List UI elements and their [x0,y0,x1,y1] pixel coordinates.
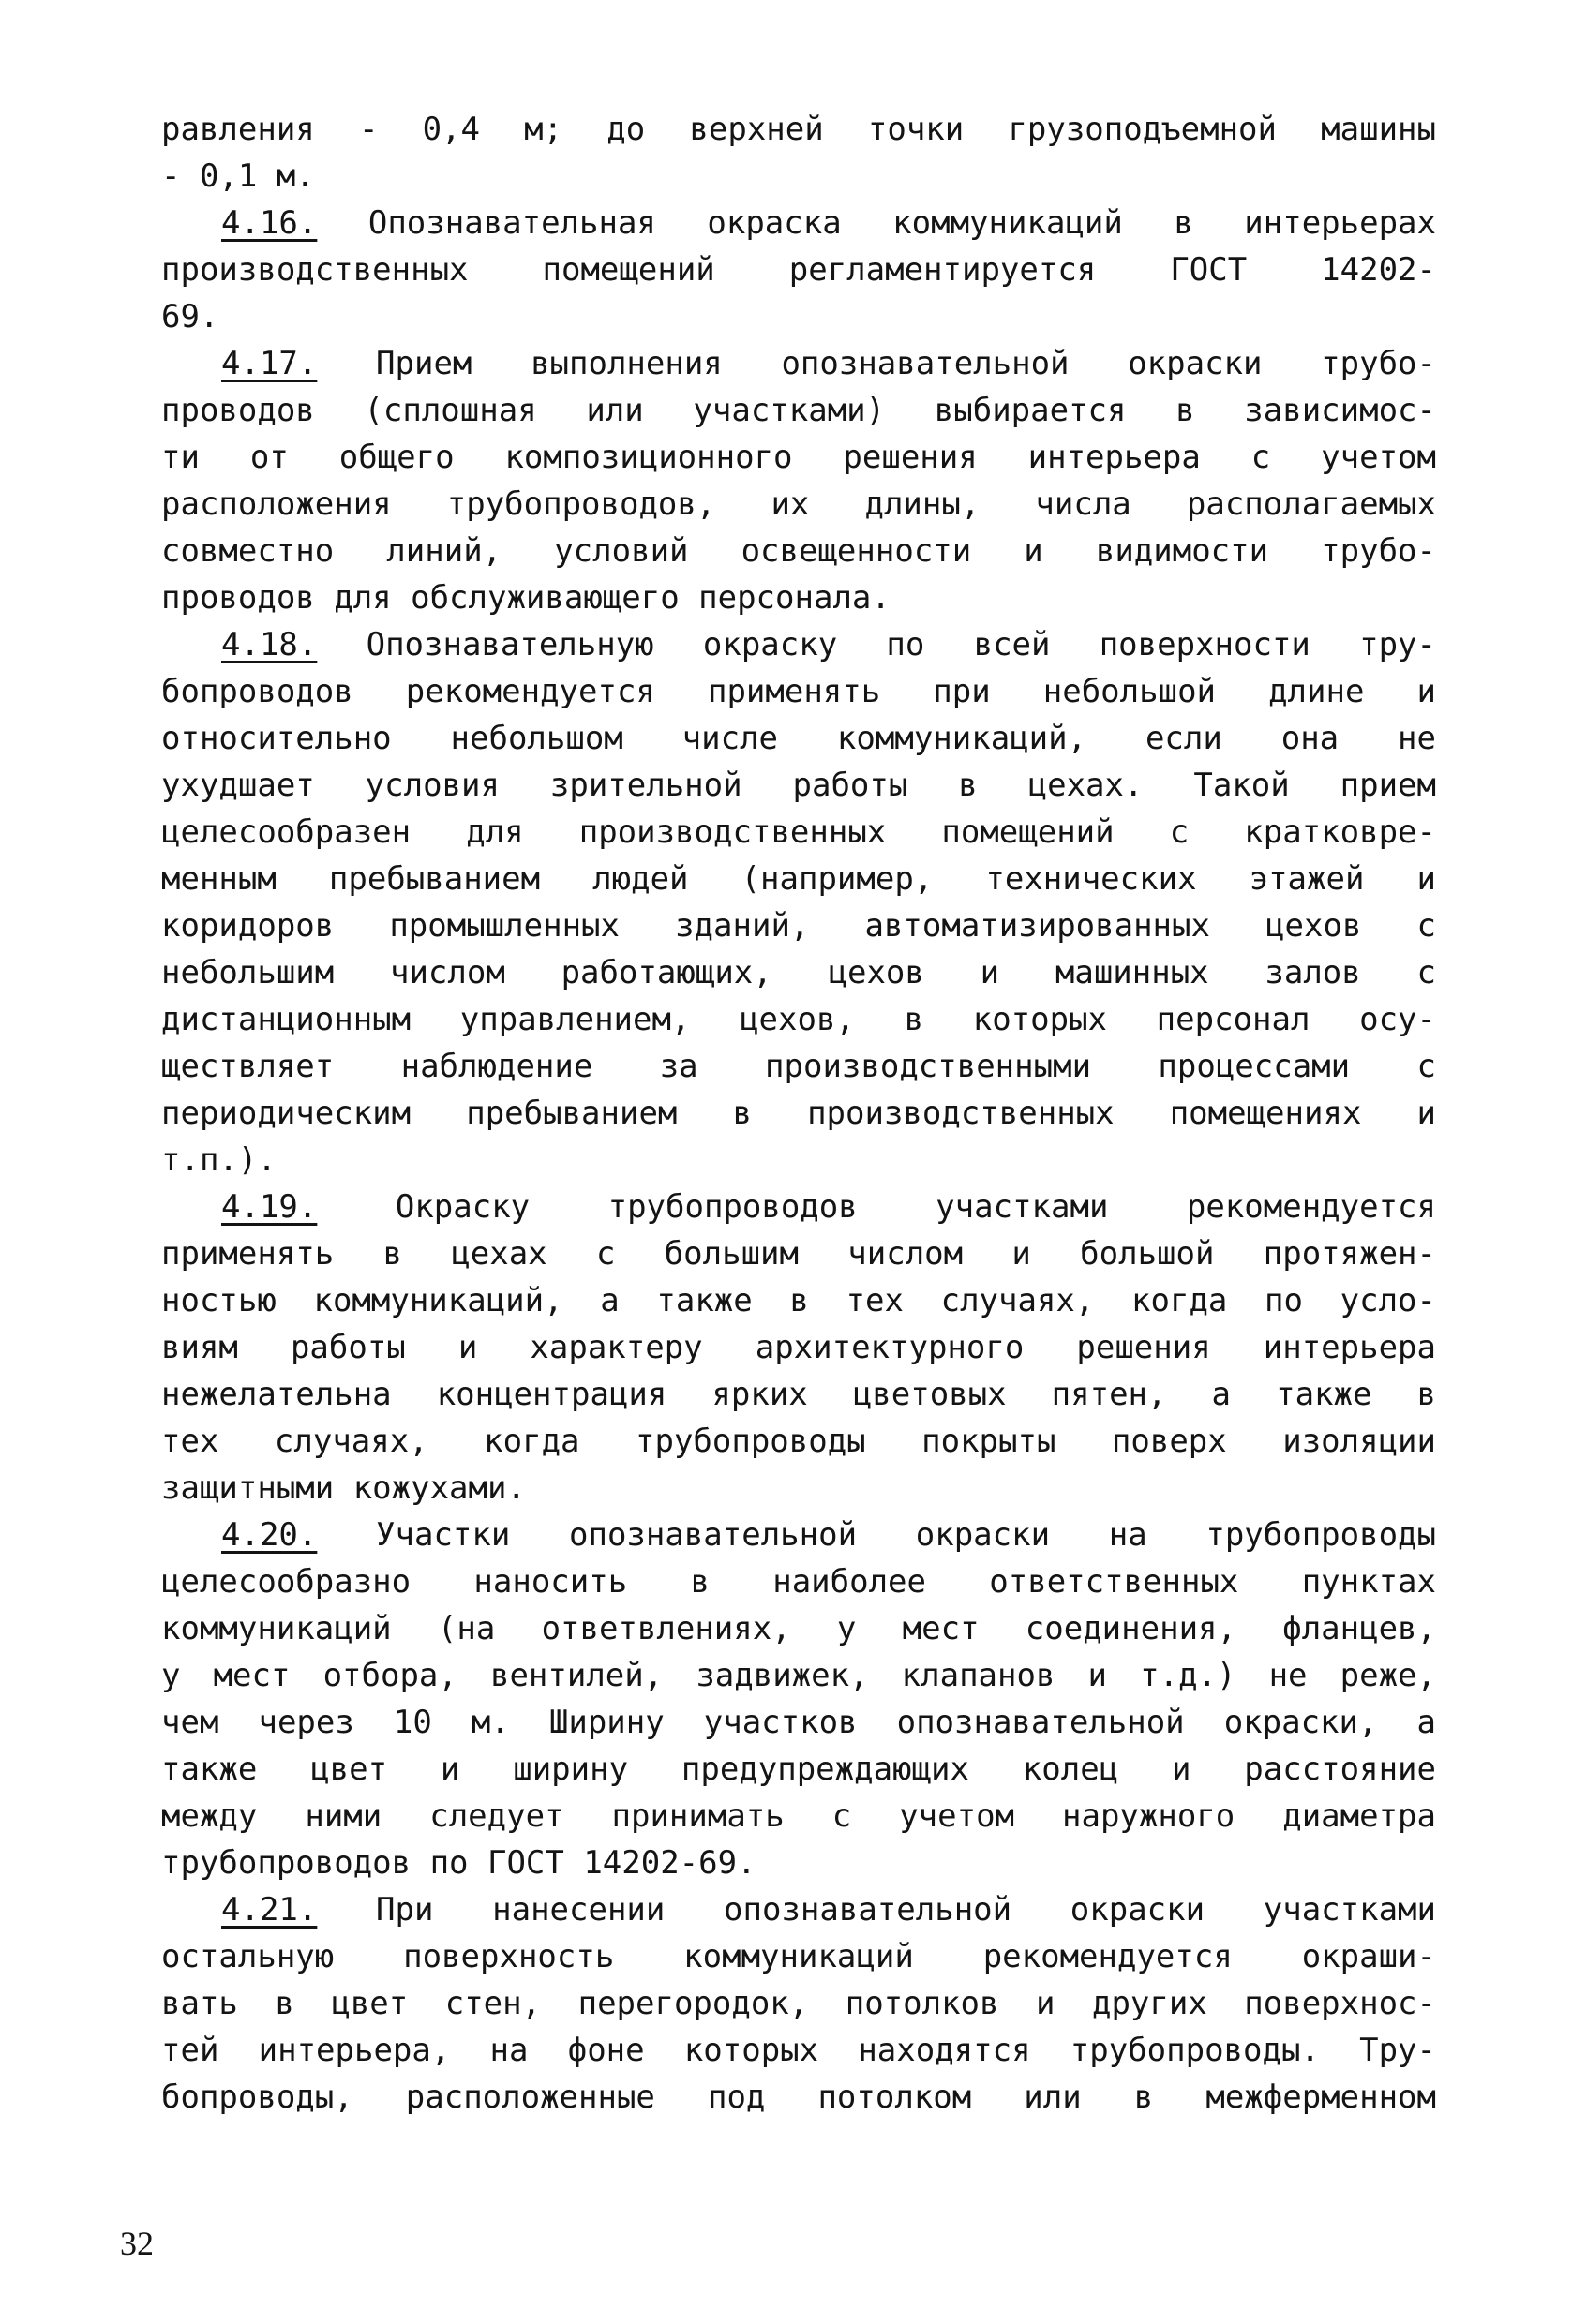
text-line: бопроводов рекомендуется применять при небольшой длине и [161,673,1436,710]
text-line: проводов (сплошная или участками) выбирается в зависимос- [161,392,1436,429]
text-line: производственных помещений регламентируется ГОСТ 14202- [161,251,1436,289]
text-line: нежелательна концентрация ярких цветовых пятен, а также в [161,1376,1436,1413]
paragraph-4-21 [221,1891,1436,1929]
text-line: - 0,1 м. [161,157,315,195]
text-line: трубопроводов по ГОСТ 14202-69. [161,1844,756,1882]
text-line: относительно небольшом числе коммуникаций, если она не [161,720,1436,757]
text-line: периодическим пребыванием в производственных помещениях и [161,1095,1436,1132]
text-line: небольшим числом работающих, цехов и машинных залов с [161,954,1436,991]
text-line: Участки опознавательной окраски на трубопроводы [376,1516,1436,1554]
section-number: 4.17. [221,345,318,382]
text-line: также цвет и ширину предупреждающих колец и расстояние [161,1750,1436,1788]
text-line: тех случаях, когда трубопроводы покрыты поверх изоляции [161,1423,1436,1460]
text-line: Опознавательная окраска коммуникаций в интерьерах [367,204,1436,242]
text-line: менным пребыванием людей (например, технических этажей и [161,860,1436,898]
section-number: 4.16. [221,204,318,242]
text-line: коридоров промышленных зданий, автоматизированных цехов с [161,907,1436,945]
text-line: Окраску трубопроводов участками рекомендуется [395,1188,1436,1226]
text-line: применять в цехах с большим числом и большой протяжен- [161,1235,1436,1273]
paragraph-4-18 [221,626,1436,663]
text-line: При нанесении опознавательной окраски участками [376,1891,1436,1929]
page-number: 32 [120,2225,154,2262]
text-line: защитными кожухами. [161,1469,526,1507]
section-number: 4.18. [221,626,318,663]
text-line: у мест отбора, вентилей, задвижек, клапанов и т.д.) не реже, [161,1657,1436,1694]
text-line: целесообразно наносить в наиболее ответственных пунктах [161,1563,1436,1601]
paragraph-4-19 [221,1188,1436,1226]
text-line: равления - 0,4 м; до верхней точки грузоподъемной машины [161,111,1436,148]
text-line: тей интерьера, на фоне которых находятся трубопроводы. Тру- [161,2032,1436,2069]
section-number: 4.19. [221,1188,318,1226]
text-line: чем через 10 м. Ширину участков опознавательной окраски, а [161,1704,1436,1741]
text-line: Прием выполнения опознавательной окраски трубо- [376,345,1436,382]
section-number: 4.21. [221,1891,318,1929]
paragraph-4-16 [221,204,1436,242]
paragraph-4-17 [221,345,1436,382]
paragraph-4-20 [221,1516,1436,1554]
text-line: ществляет наблюдение за производственными процессами с [161,1048,1436,1085]
text-line: бопроводы, расположенные под потолком или в межферменном [161,2078,1436,2116]
section-number: 4.20. [221,1516,318,1554]
text-line: расположения трубопроводов, их длины, числа располагаемых [161,485,1436,523]
text-line: дистанционным управлением, цехов, в которых персонал осу- [161,1001,1436,1038]
text-line: между ними следует принимать с учетом наружного диаметра [161,1797,1436,1835]
text-line: т.п.). [161,1141,277,1179]
text-line: ухудшает условия зрительной работы в цехах. Такой прием [161,767,1436,804]
text-line: коммуникаций (на ответвлениях, у мест соединения, фланцев, [161,1610,1436,1647]
text-line: вать в цвет стен, перегородок, потолков и других поверхнос- [161,1985,1436,2022]
text-line: совместно линий, условий освещенности и видимости трубо- [161,532,1436,570]
text-line: Опознавательную окраску по всей поверхности тру- [366,626,1436,663]
text-line: ностью коммуникаций, а также в тех случаях, когда по усло- [161,1282,1436,1319]
text-line: виям работы и характеру архитектурного решения интерьера [161,1329,1436,1366]
text-line: остальную поверхность коммуникаций рекомендуется окраши- [161,1938,1436,1975]
text-line: целесообразен для производственных помещений с кратковре- [161,813,1436,851]
text-line: проводов для обслуживающего персонала. [161,579,891,617]
text-line: 69. [161,298,219,335]
text-line: ти от общего композиционного решения интерьера с учетом [161,439,1436,476]
